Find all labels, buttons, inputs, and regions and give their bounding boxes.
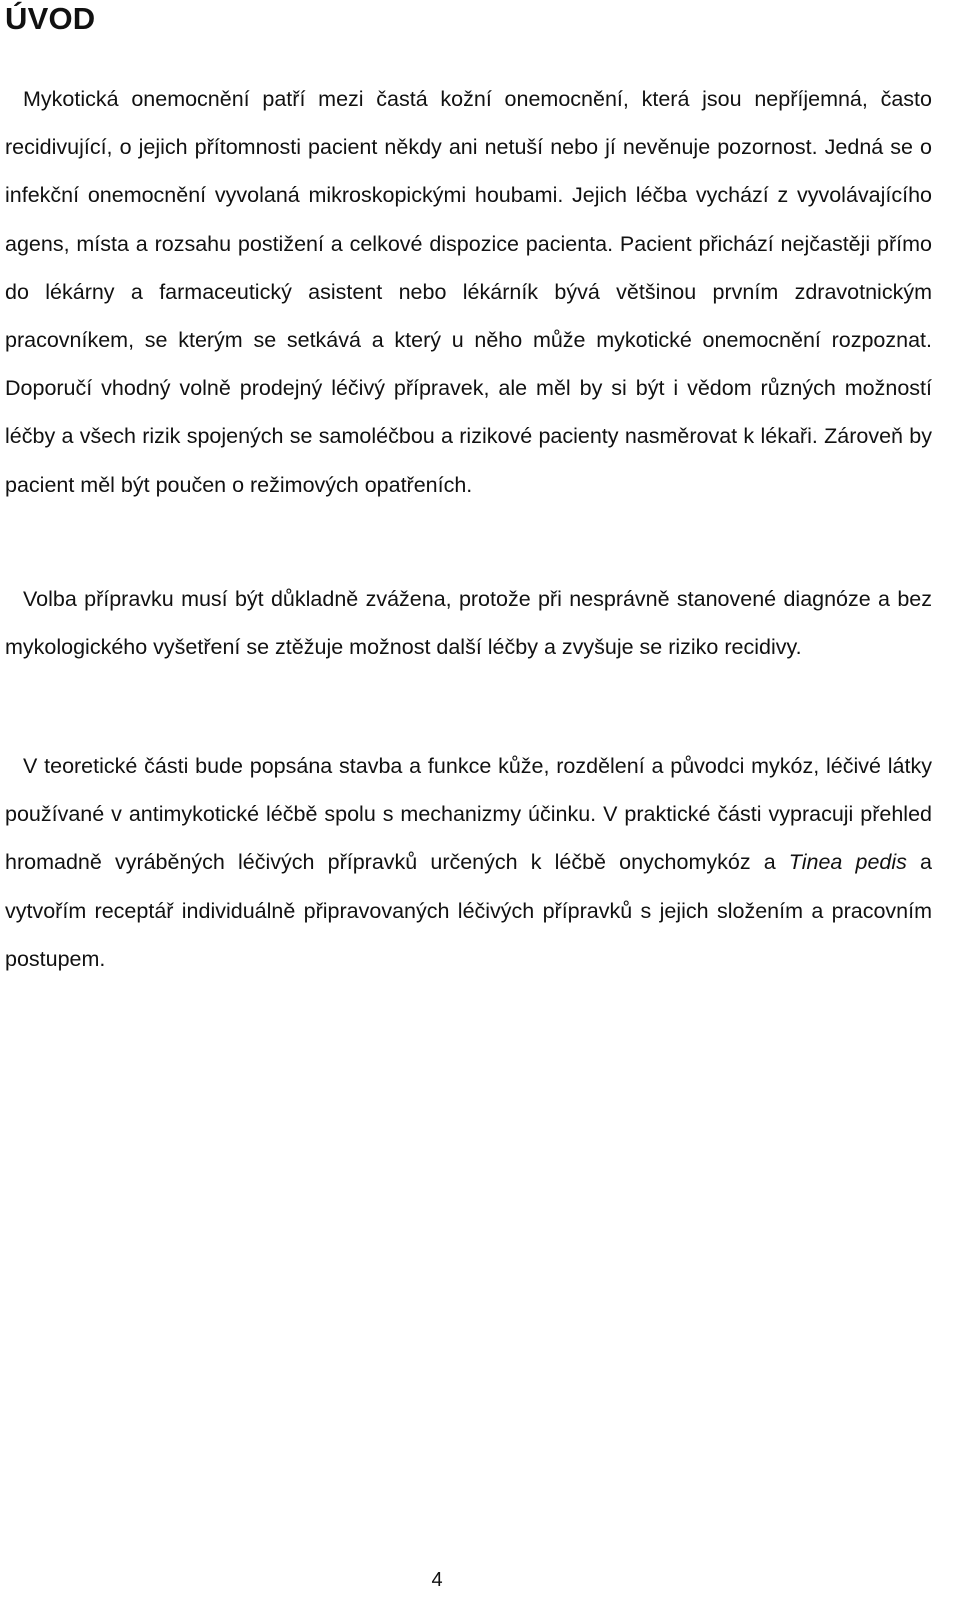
paragraph-intro-text: Mykotická onemocnění patří mezi častá kožní onemocnění, která jsou nepříjemná, často recidivující, o jejich přítomnosti pacient někdy ani netuší nebo jí nevěnuje pozornost. Jedná se o infekční onemocnění vyvolaná mikroskopickými houbami. Jejich léčba vychází z vyvolávajícího agens, místa a rozsahu postižení a celkové dispozice pacienta. Pacient přichází nejčastěji přímo do lékárny a farmaceutický asistent nebo lékárník bývá většinou prvním zdravotnickým pracovníkem, se kterým se setkává a který u něho může mykotické onemocnění rozpoznat. Doporučí vhodný volně prodejný léčivý přípravek, ale měl by si být i vědom různých možností léčby a všech rizik spojených se samoléčbou a rizikové pacienty nasměrovat k lékaři. Zároveň by pacient měl být poučen o režimových opatřeních.	[5, 87, 932, 497]
paragraph-thesis-outline-italic: Tinea pedis	[788, 850, 907, 875]
paragraph-thesis-outline-end: a vytvořím receptář individuálně připravovaných léčivých přípravků s jejich složením a pracovním postupem.	[5, 850, 932, 971]
paragraph-intro	[5, 75, 932, 509]
paragraph-product-choice	[5, 575, 932, 671]
page-number-value: 4	[431, 1569, 443, 1591]
paragraph-thesis-outline	[5, 742, 932, 983]
paragraph-thesis-outline-start: V teoretické části bude popsána stavba a funkce kůže, rozdělení a původci mykóz, léčivé látky používané v antimykotické léčbě spolu s mechanizmy účinku. V praktické části vypracuji přehled hromadně vyráběných léčivých přípravků určených k léčbě onychomykóz a	[5, 754, 932, 875]
paragraph-product-choice-text: Volba přípravku musí být důkladně zvážena, protože při nesprávně stanovené diagnóze a bez mykologického vyšetření se ztěžuje možnost další léčby a zvyšuje se riziko recidivy.	[5, 587, 932, 660]
page-heading: ÚVOD	[5, 1, 96, 36]
page-number	[0, 1568, 960, 1592]
